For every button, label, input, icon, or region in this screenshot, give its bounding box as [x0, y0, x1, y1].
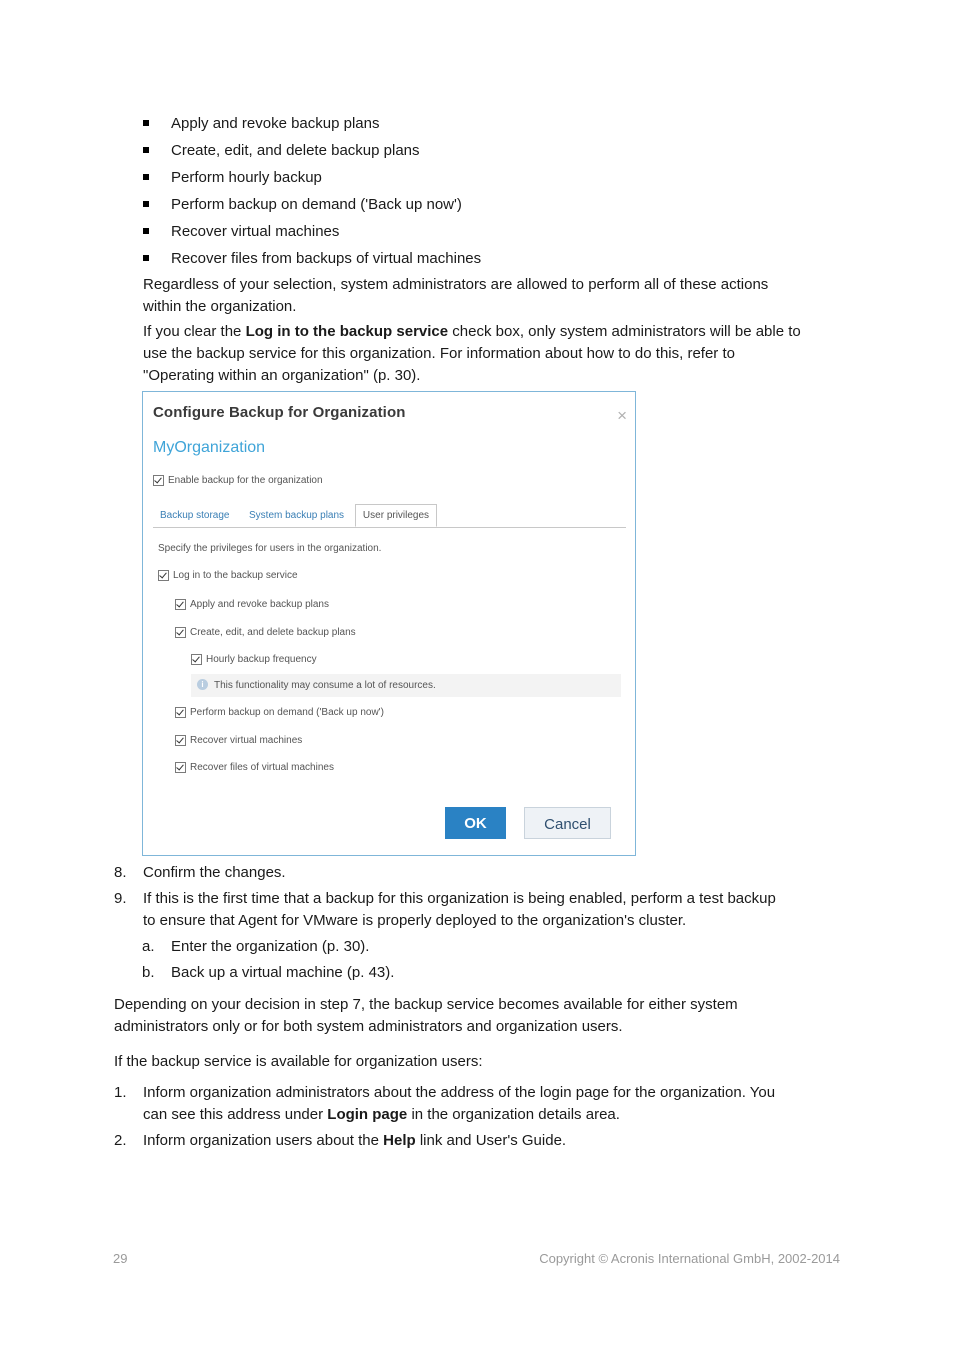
checkbox-checked-icon[interactable] — [175, 627, 186, 638]
clear-login-paragraph — [143, 321, 801, 387]
step-text — [143, 1130, 566, 1152]
checkbox-label: Create, edit, and delete backup plans — [190, 627, 356, 639]
bold-term: Log in to the backup service — [245, 323, 449, 340]
substep-letter: b. — [142, 964, 155, 981]
text-run: check box, only system administrators will be able to — [448, 323, 801, 340]
backup-on-demand-checkbox-row[interactable] — [175, 707, 384, 718]
list-item — [143, 248, 481, 275]
step-line: Inform organization administrators about the address of the login page for the organization. You — [143, 1084, 776, 1101]
checkbox-checked-icon[interactable] — [153, 475, 164, 486]
cancel-button[interactable]: Cancel — [524, 807, 611, 839]
tab-system-backup-plans[interactable]: System backup plans — [249, 510, 345, 521]
text-run: Inform organization users about the — [143, 1132, 384, 1149]
checkbox-checked-icon[interactable] — [175, 762, 186, 773]
paragraph-line: use the backup service for this organization. For information about how to do this, refer to — [143, 345, 735, 362]
bold-term: Login page — [327, 1106, 408, 1123]
tab-divider — [153, 527, 626, 528]
text-run: can see this address under — [143, 1106, 328, 1123]
text-run: in the organization details area. — [407, 1106, 620, 1123]
list-item — [143, 140, 481, 167]
checkbox-label: Recover files of virtual machines — [190, 762, 334, 774]
checkbox-checked-icon[interactable] — [175, 599, 186, 610]
login-checkbox-row[interactable] — [158, 570, 298, 581]
list-item — [143, 221, 481, 248]
substep-text: Back up a virtual machine (p. 43). — [171, 964, 395, 981]
apply-plans-checkbox-row[interactable] — [175, 599, 329, 610]
list-item — [143, 167, 481, 194]
close-icon[interactable]: × — [617, 406, 627, 425]
step-line — [143, 1104, 775, 1126]
hourly-backup-checkbox-row[interactable] — [191, 654, 317, 665]
checkbox-label: Enable backup for the organization — [168, 475, 323, 487]
privileges-bullet-list — [143, 113, 481, 275]
checkbox-label: Recover virtual machines — [190, 735, 303, 747]
bullet-text: Apply and revoke backup plans — [171, 115, 380, 132]
specify-privileges-text: Specify the privileges for users in the organization. — [158, 543, 382, 554]
step-text: Confirm the changes. — [143, 864, 286, 881]
bullet-icon — [143, 201, 149, 207]
step-number: 2. — [114, 1132, 127, 1149]
paragraph-line: administrators only or for both system administrators and organization users. — [114, 1018, 623, 1035]
checkbox-label: Apply and revoke backup plans — [190, 599, 329, 611]
bullet-icon — [143, 147, 149, 153]
create-plans-checkbox-row[interactable] — [175, 627, 356, 638]
paragraph-line: Depending on your decision in step 7, the backup service becomes available for either system — [114, 996, 738, 1013]
page-number: 29 — [113, 1251, 128, 1266]
dialog-title: Configure Backup for Organization — [153, 404, 406, 421]
bullet-text: Perform backup on demand ('Back up now') — [171, 196, 462, 213]
text-run: If you clear the — [143, 323, 246, 340]
step-number: 9. — [114, 890, 127, 907]
paragraph-line: "Operating within an organization" (p. 30). — [143, 367, 421, 384]
step-text — [143, 888, 776, 932]
step-text — [143, 1082, 775, 1126]
checkbox-checked-icon[interactable] — [191, 654, 202, 665]
tab-user-privileges[interactable]: User privileges — [355, 504, 437, 527]
copyright-text: Copyright © Acronis International GmbH, 2002-2014 — [539, 1251, 840, 1266]
checkbox-label: Perform backup on demand ('Back up now') — [190, 707, 384, 719]
step-line: to ensure that Agent for VMware is properly deployed to the organization's cluster. — [143, 912, 687, 929]
selection-note-paragraph — [143, 274, 768, 318]
recover-files-checkbox-row[interactable] — [175, 762, 334, 773]
bullet-icon — [143, 120, 149, 126]
info-icon: i — [197, 679, 208, 690]
bullet-icon — [143, 228, 149, 234]
ok-button[interactable]: OK — [445, 807, 506, 839]
checkbox-label: Hourly backup frequency — [206, 654, 317, 666]
list-item — [143, 194, 481, 221]
substep-letter: a. — [142, 938, 155, 955]
decision-paragraph — [114, 994, 738, 1038]
list-item — [143, 113, 481, 140]
enable-backup-checkbox-row[interactable] — [153, 475, 323, 486]
tab-backup-storage[interactable]: Backup storage — [160, 510, 230, 521]
checkbox-checked-icon[interactable] — [158, 570, 169, 581]
substep-text: Enter the organization (p. 30). — [171, 938, 370, 955]
bullet-text: Recover virtual machines — [171, 223, 340, 240]
organization-name: MyOrganization — [153, 439, 266, 456]
paragraph-line — [143, 321, 801, 343]
paragraph-line: within the organization. — [143, 298, 297, 315]
checkbox-checked-icon[interactable] — [175, 707, 186, 718]
resource-warning-text: This functionality may consume a lot of resources. — [214, 680, 436, 691]
bullet-icon — [143, 255, 149, 261]
bullet-icon — [143, 174, 149, 180]
bullet-text: Perform hourly backup — [171, 169, 322, 186]
step-number: 1. — [114, 1084, 127, 1101]
recover-vm-checkbox-row[interactable] — [175, 735, 302, 746]
bold-term: Help — [383, 1132, 416, 1149]
configure-backup-dialog — [142, 391, 636, 856]
checkbox-checked-icon[interactable] — [175, 735, 186, 746]
text-run: link and User's Guide. — [415, 1132, 567, 1149]
availability-paragraph: If the backup service is available for organization users: — [114, 1053, 483, 1070]
step-number: 8. — [114, 864, 127, 881]
bullet-text: Create, edit, and delete backup plans — [171, 142, 420, 159]
step-line: If this is the first time that a backup for this organization is being enabled, perform a test backup — [143, 890, 776, 907]
paragraph-line: Regardless of your selection, system administrators are allowed to perform all of these actions — [143, 276, 769, 293]
bullet-text: Recover files from backups of virtual machines — [171, 250, 482, 267]
checkbox-label: Log in to the backup service — [173, 570, 298, 582]
